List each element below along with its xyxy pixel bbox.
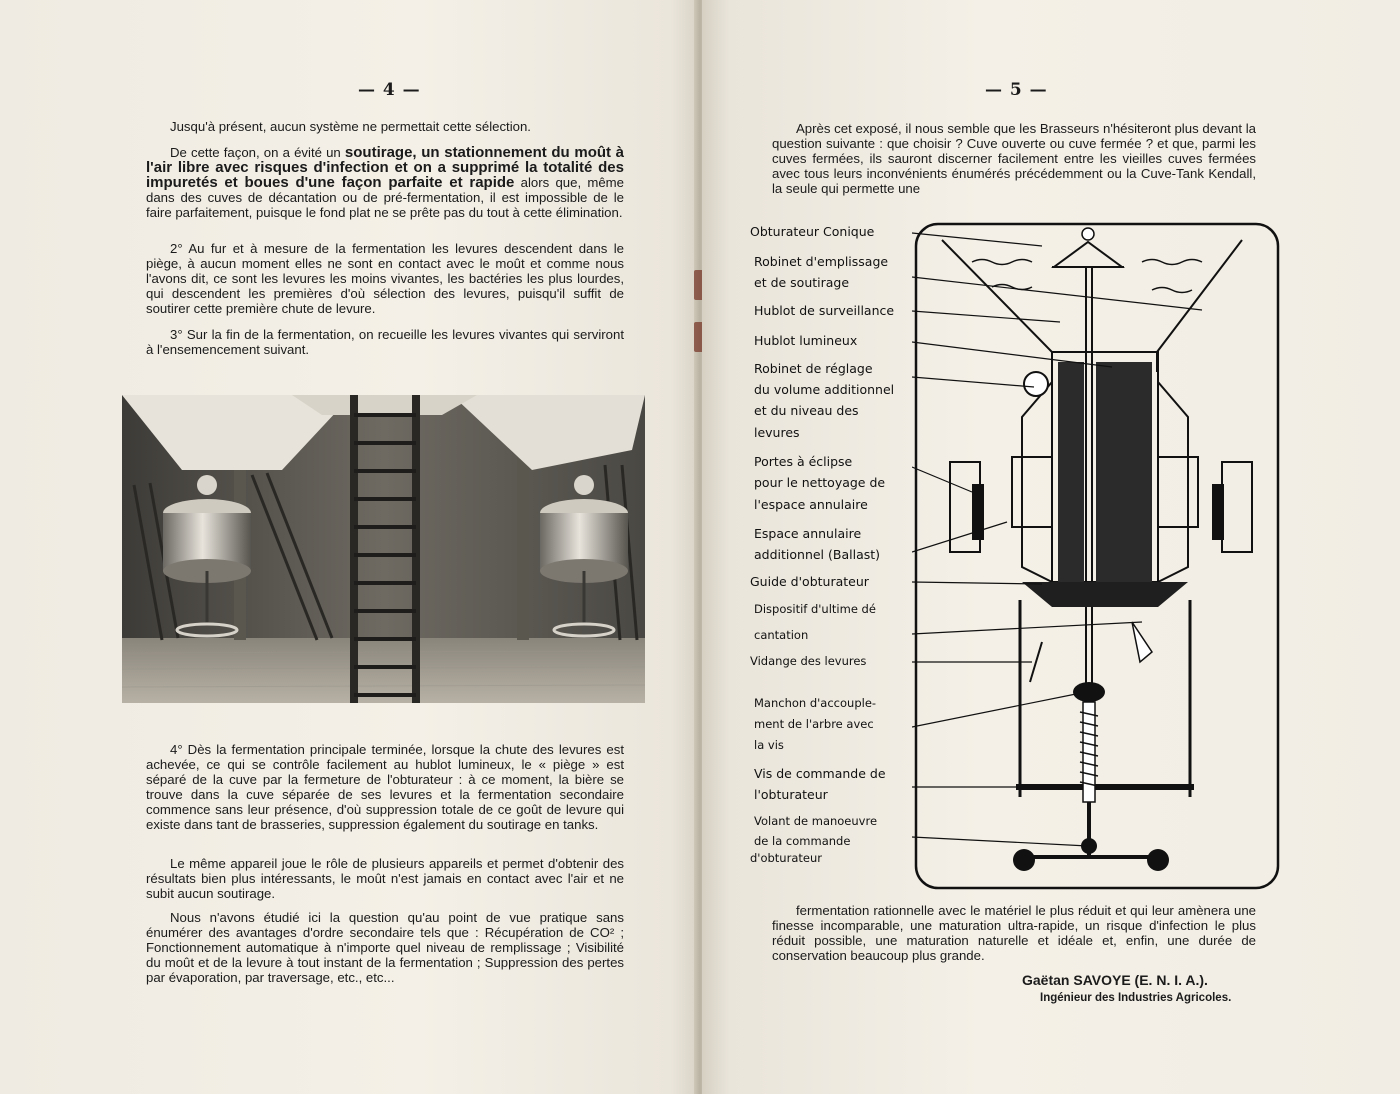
diagram-label: l'espace annulaire [754,497,868,512]
diagram-label: Vidange des levures [750,654,867,668]
photo-drawing [122,395,645,703]
diagram-label: d'obturateur [750,851,822,865]
diagram-label: Dispositif d'ultime dé [754,602,876,616]
paragraph: Jusqu'à présent, aucun système ne permettait cette sélection. [170,119,531,134]
page-4 [0,0,698,1094]
diagram-label: du volume additionnel [754,382,895,397]
fermentation-tanks-photo [122,395,645,703]
diagram-label: Manchon d'accouple- [754,696,877,710]
author-signature: Gaëtan SAVOYE (E. N. I. A.). [1022,972,1208,988]
page-number: — 4 — [358,80,421,100]
diagram-label: la vis [754,738,784,752]
bold-phrase: soutirage, un stationnement du moût à l'air libre avec risques d'infection et on a supprimé la totalité des impuretés et boues d'une façon parfaite et rapide [146,144,624,191]
paragraph: 4° Dès la fermentation principale terminée, lorsque la chute des levures est achevée, ce qui se contrôle facilement au hublot lumineux, le « piège » est séparé de la cuve par la fermeture de l'obturateur : à ce moment, la bière se trouve dans la cuve séparée de ses levures et la fermentation secondaire commence sans leur présence, d'où suppression totale de ce goût de levure qui existe dans tant de brasseries, suppression également du soutirage en tanks. [146,742,624,832]
page-number: — 5 — [985,80,1048,100]
diagram-label: levures [754,425,800,440]
diagram-label: Hublot de surveillance [754,303,895,318]
paragraph: Après cet exposé, il nous semble que les Brasseurs n'hésiteront plus devant la question suivante : que choisir ? Cuve ouverte ou cuve fermée ? et que, parmi les cuves fermées, ils sauront discerner facilement entre les vieilles cuves fermées avec tous leurs inconvénients énumérés précédemment ou la Cuve-Tank Kendall, la seule qui permette une [772,121,1256,196]
diagram-label: cantation [754,628,809,642]
diagram-label: pour le nettoyage de [754,475,886,490]
diagram-label: de la commande [754,834,851,848]
paragraph: fermentation rationnelle avec le matériel le plus réduit et qui leur amènera une finesse incomparable, une maturation ultra-rapide, un risque d'infection le plus réduit possible, une maturation naturelle et idéale et, enfin, une durée de conservation beaucoup plus grande. [772,903,1256,963]
diagram-label: Portes à éclipse [754,454,853,469]
diagram-label: Robinet de réglage [754,361,873,376]
diagram-label: Guide d'obturateur [750,574,869,589]
diagram-label: et de soutirage [754,275,850,290]
diagram-label: Hublot lumineux [754,333,858,348]
diagram-label: ment de l'arbre avec [754,717,874,731]
diagram-label: l'obturateur [754,787,828,802]
diagram-label: Obturateur Conique [750,224,875,239]
diagram-label: Volant de manoeuvre [754,814,878,828]
diagram-label: Vis de commande de [754,766,886,781]
diagram-label: Robinet d'emplissage [754,254,889,269]
paragraph: 2° Au fur et à mesure de la fermentation les levures descendent dans le piège, à aucun moment elles ne sont en contact avec le moût et comme nous l'avons dit, ce sont les levures les moins vivantes, les bactéries les plus lourdes, qui descendent les premières d'où sélection des levures, puisqu'il suffit de soutirer cette première chute de levure. [146,241,624,316]
author-title: Ingénieur des Industries Agricoles. [1040,992,1232,1004]
paragraph: Le même appareil joue le rôle de plusieurs appareils et permet d'obtenir des résultats bien plus intéressants, le moût n'est jamais en contact avec l'air et ne subit aucun soutirage. [146,856,624,901]
paragraph: 3° Sur la fin de la fermentation, on recueille les levures vivantes qui serviront à l'ensemencement suivant. [146,327,624,357]
diagram-label: additionnel (Ballast) [754,547,881,562]
diagram-label: et du niveau des [754,403,859,418]
page-5 [702,0,1400,1094]
paragraph: De cette façon, on a évité un soutirage, un stationnement du moût à l'air libre avec risques d'infection et on a supprimé la totalité des impuretés et boues d'une façon parfaite et rapide alors que, même dans des cuves de décantation ou de pré-fermentation, il est impossible de le faire parfaitement, puisque le fond plat ne se prête pas du tout à cette élimination. [146,144,625,220]
diagram-label: Espace annulaire [754,526,862,541]
paragraph: Nous n'avons étudié ici la question qu'au point de vue pratique sans énumérer des avantages d'ordre secondaire tels que : Récupération de CO² ; Fonctionnement automatique à n'importe quel niveau de remplissage ; Visibilité du moût et de la levure à tout instant de la fermentation ; Suppression des pertes par évaporation, par traversage, etc., etc... [146,910,624,985]
cuve-tank-diagram [912,222,1282,892]
